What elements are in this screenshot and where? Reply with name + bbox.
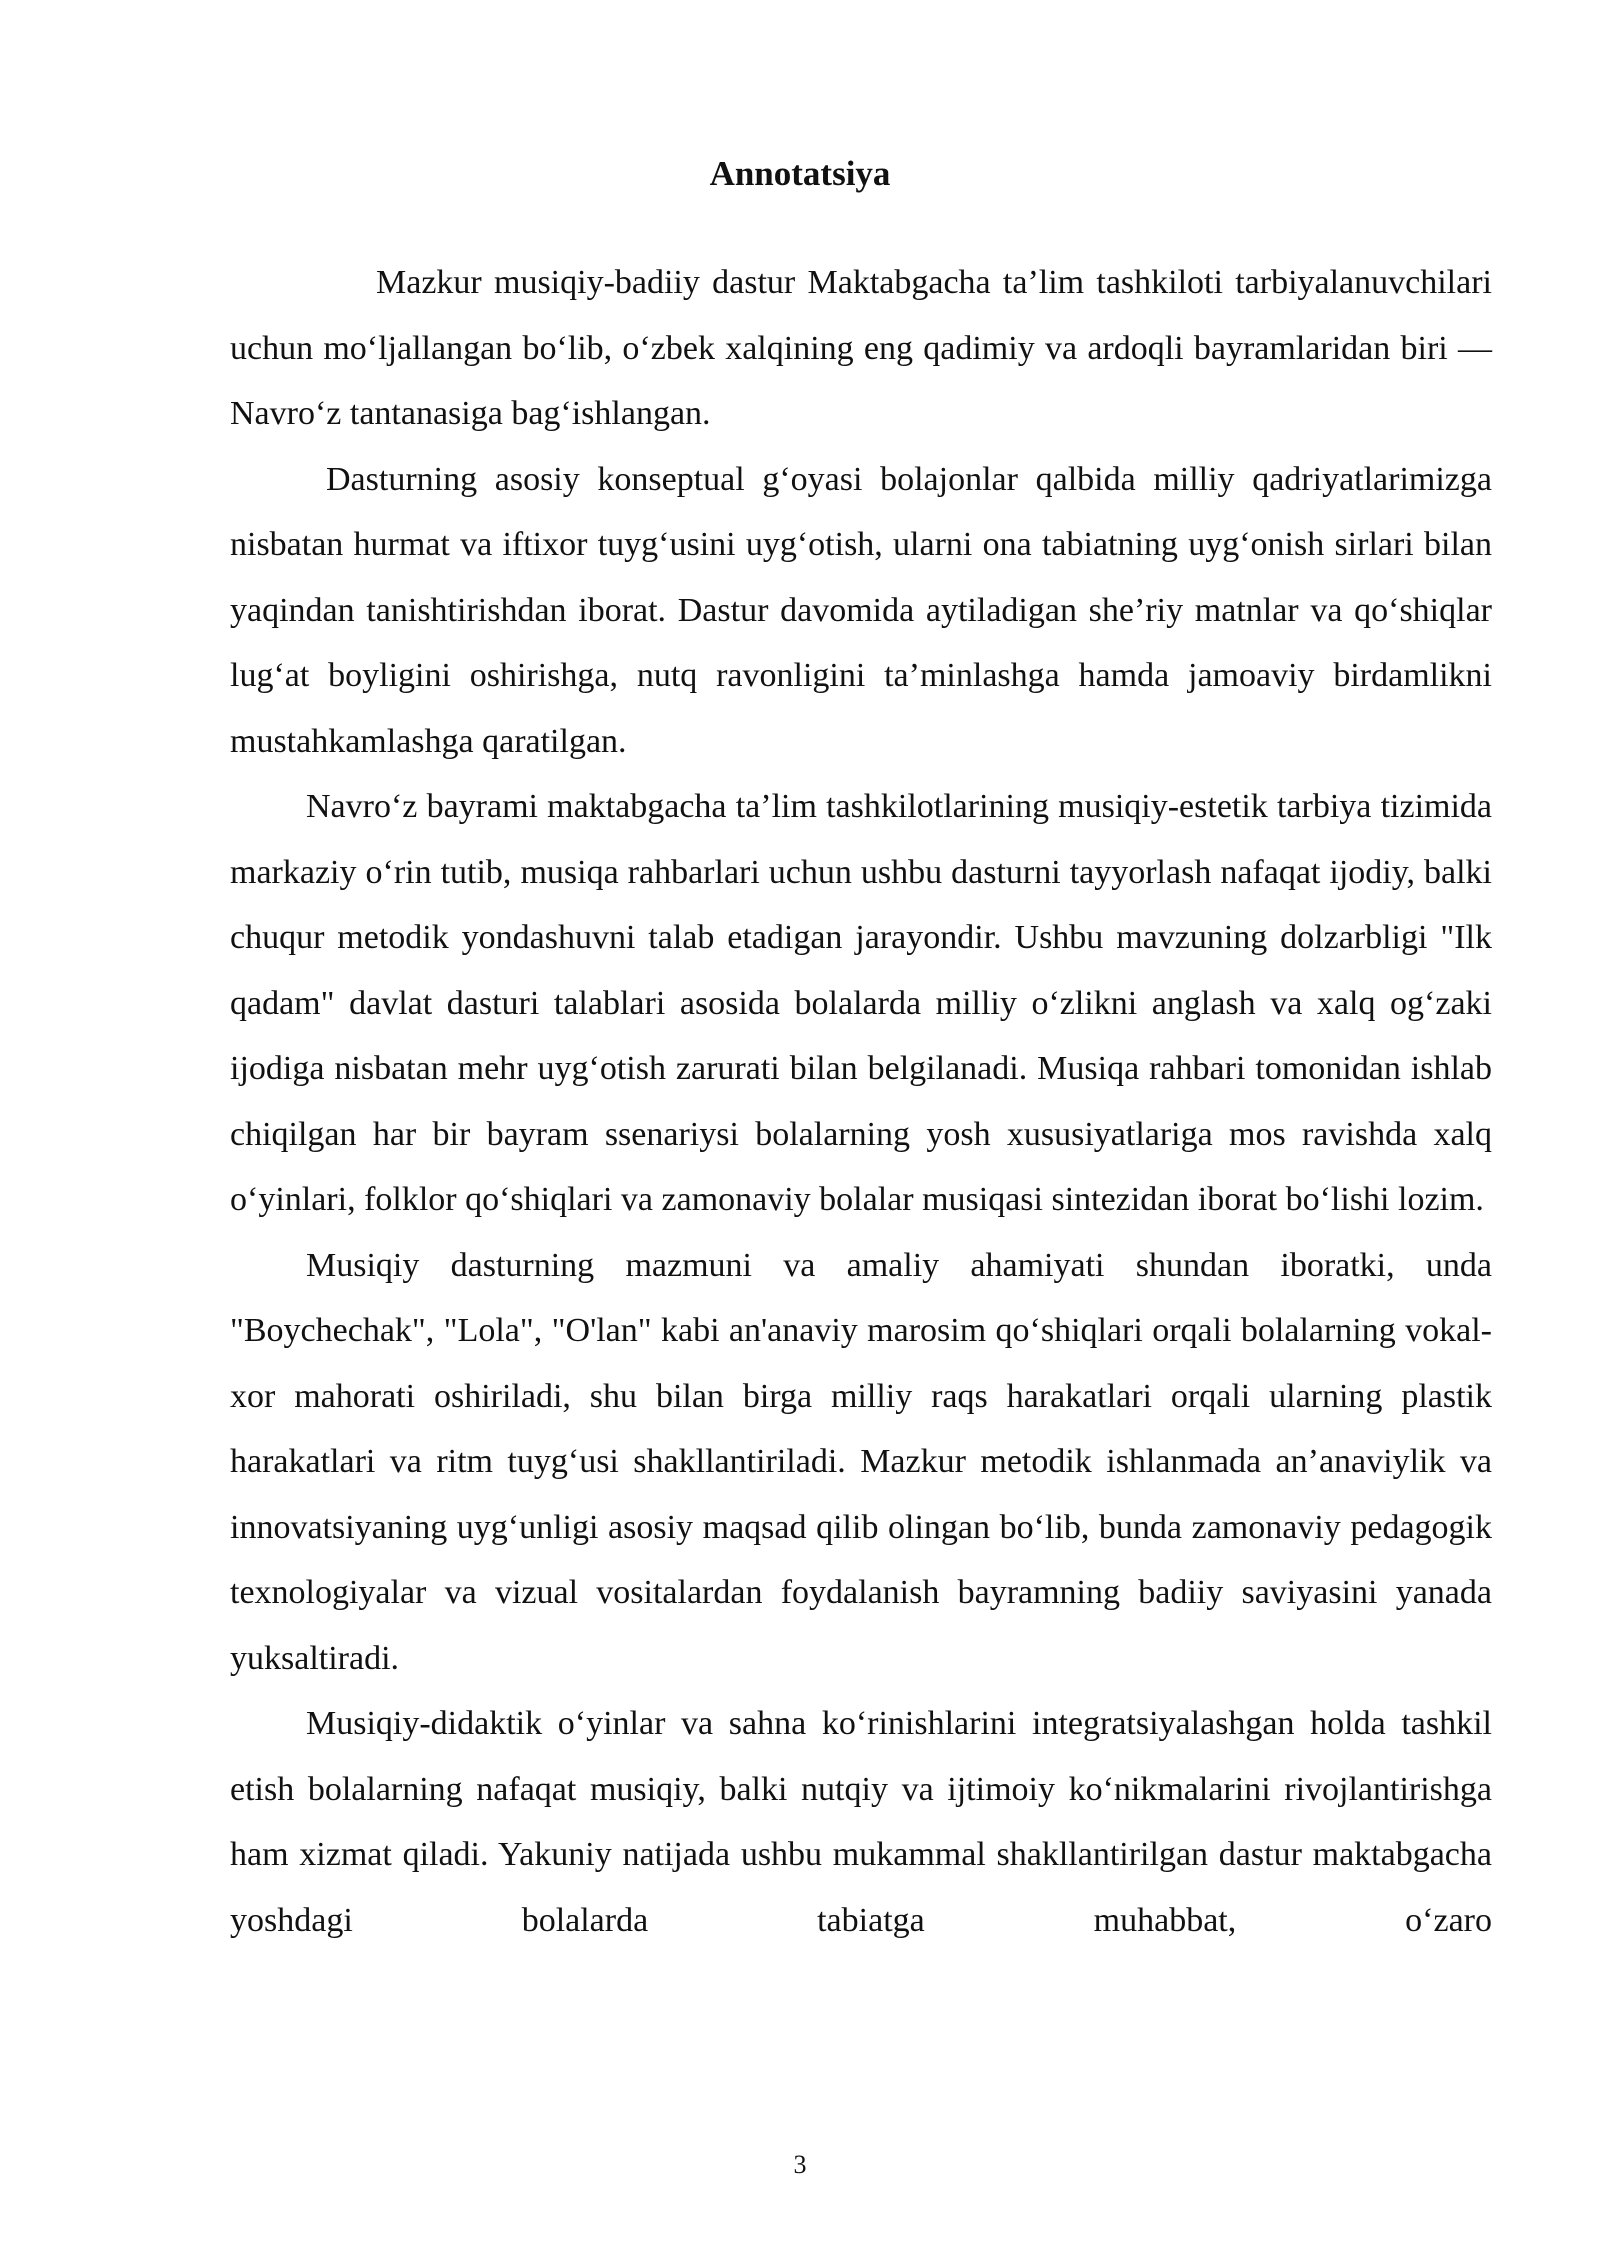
paragraph-4: Musiqiy dasturning mazmuni va amaliy ahamiyati shundan iboratki, unda "Boychechak", "Lola", "O'lan" kabi an'anaviy marosim qo‘shiqlari orqali bolalarning vokal-xor mahorati oshiriladi, shu bilan birga milliy raqs harakatlari orqali ularning plastik harakatlari va ritm tuyg‘usi shakllantiriladi. Mazkur metodik ishlanmada an’anaviylik va innovatsiyaning uyg‘unligi asosiy maqsad qilib olingan bo‘lib, bunda zamonaviy pedagogik texnologiyalar va vizual vositalardan foydalanish bayramning badiiy saviyasini yanada yuksaltiradi. [230,1246,1492,1677]
paragraph-2: Dasturning asosiy konseptual g‘oyasi bolajonlar qalbida milliy qadriyatlarimizga nisbatan hurmat va iftixor tuyg‘usini uyg‘otish, ularni ona tabiatning uyg‘onish sirlari bilan yaqindan tanishtirishdan iborat. Dastur davomida aytiladigan she’riy matnlar va qo‘shiqlar lug‘at boyligini oshirishga, nutq ravonligini ta’minlashga hamda jamoaviy birdamlikni mustahkamlashga qaratilgan. [230,460,1492,760]
document-title: Annotatsiya [709,154,891,193]
paragraph-1: Mazkur musiqiy-badiiy dastur Maktabgacha ta’lim tashkiloti tarbiyalanuvchilari uchun mo‘ljallangan bo‘lib, o‘zbek xalqining eng qadimiy va ardoqli bayramlaridan biri — Navro‘z tantanasiga bag‘ishlangan. [230,264,1492,432]
paragraph-5: Musiqiy-didaktik o‘yinlar va sahna ko‘rinishlarini integratsiyalashgan holda tashkil etish bolalarning nafaqat musiqiy, balki nutqiy va ijtimoiy ko‘nikmalarini rivojlantirishga ham xizmat qiladi. Yakuniy natijada ushbu mukammal shakllantirilgan dastur maktabgacha yoshdagi bolalarda tabiatga muhabbat, o‘zaro [230,1705,1492,1939]
page-number: 3 [793,2150,807,2179]
paragraph-3: Navro‘z bayrami maktabgacha ta’lim tashkilotlarining musiqiy-estetik tarbiya tizimida markaziy o‘rin tutib, musiqa rahbarlari uchun ushbu dasturni tayyorlash nafaqat ijodiy, balki chuqur metodik yondashuvni talab etadigan jarayondir. Ushbu mavzuning dolzarbligi "Ilk qadam" davlat dasturi talablari asosida bolalarda milliy o‘zlikni anglash va xalq og‘zaki ijodiga nisbatan mehr uyg‘otish zarurati bilan belgilanadi. Musiqa rahbari tomonidan ishlab chiqilgan har bir bayram ssenariysi bolalarning yosh xususiyatlariga mos ravishda xalq o‘yinlari, folklor qo‘shiqlari va zamonaviy bolalar musiqasi sintezidan iborat bo‘lishi lozim. [230,788,1492,1218]
document-body [230,250,1492,1953]
